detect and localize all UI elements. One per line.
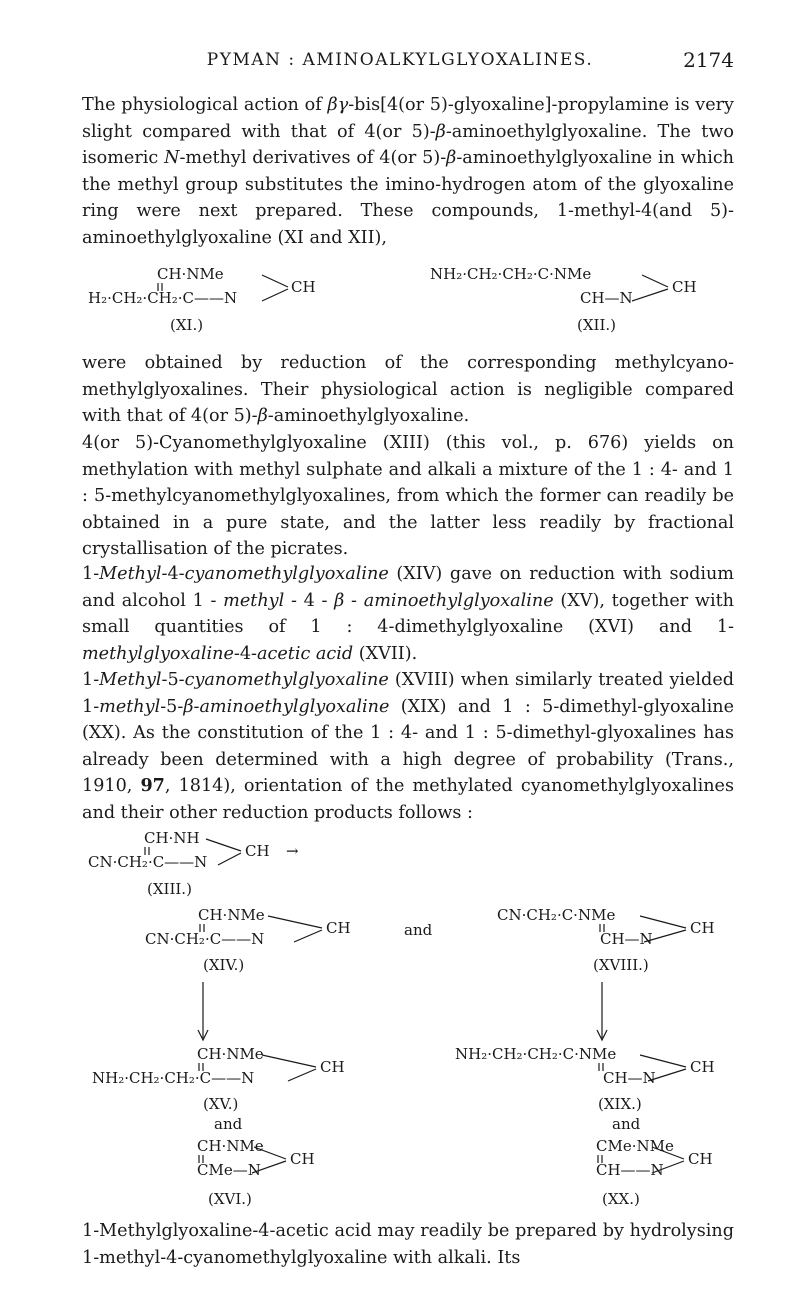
formula-xii-line2: CH—N (580, 289, 633, 307)
formula-xiv-ch: CH (326, 919, 351, 937)
text-run: (XVII). (353, 643, 418, 664)
double-bond-xiv (200, 924, 204, 932)
formula-xii-label: (XII.) (577, 316, 617, 334)
text-run: N (164, 148, 180, 168)
ring-bond-xviii (640, 916, 686, 942)
and-label-left: and (214, 1115, 243, 1133)
text-run: -aminoethylglyoxaline. The two isomeric (82, 121, 735, 168)
text-run: -bis[4(or 5)-glyoxaline]-propylamine is very slight compared with that of 4(or 5)- (82, 95, 735, 142)
ring-bond-xvi (252, 1147, 286, 1173)
formula-xvi-line2: CMe—N (197, 1161, 261, 1179)
formula-xix-line1: NH₂·CH₂·CH₂·C·NMe (455, 1045, 617, 1063)
formula-xx-line2: CH——N (596, 1161, 664, 1179)
paragraph-6 (82, 1218, 734, 1271)
text-run: Methyl (99, 564, 162, 584)
text-run: , 1814), orientation of the methylated cyanomethylglyoxalines and their other reduction products follows : (82, 776, 734, 823)
double-bond-xiii (145, 847, 149, 855)
text-run: 1- (82, 564, 100, 584)
formula-xv-ch: CH (320, 1058, 345, 1076)
formula-xv-line2: NH₂·CH₂·CH₂·C——N (92, 1069, 255, 1087)
formula-xiv-line2: CN·CH₂·C——N (145, 930, 265, 948)
text-run: (XIX) and 1 : 5-dimethyl-glyoxaline (XX). As the constitution of the 1 : 4- and 1 : 5-dimethyl-glyoxalines has already been determined with a high degree of probability (Trans., 1910, (82, 696, 734, 796)
formula-xviii-line2: CH—N (600, 930, 653, 948)
text-run: -5- (161, 670, 185, 690)
text-run: cyanomethylglyoxaline (184, 670, 389, 690)
text-run: - (344, 590, 364, 611)
formula-xviii-ch: CH (690, 919, 715, 937)
text-run: -4- (233, 643, 257, 664)
formula-xii-line1: NH₂·CH₂·CH₂·C·NMe (430, 265, 592, 283)
page-number: 2174 (683, 48, 734, 72)
formula-xviii-label: (XVIII.) (593, 956, 649, 974)
formula-xi-line1: CH·NMe (157, 265, 224, 283)
text-run: β (183, 696, 194, 717)
ring-bond-xiv (268, 916, 322, 942)
formula-xiv-line1: CH·NMe (198, 906, 265, 924)
text-run: (XV), together with small quantities of 1 : 4-dimethylglyoxaline (XVI) and 1- (82, 590, 734, 637)
text-run: (XVIII) when similarly treated yielded 1- (82, 670, 734, 717)
formula-xx-ch: CH (688, 1150, 713, 1168)
formula-xvi-line1: CH·NMe (197, 1137, 264, 1155)
formula-xi-ch: CH (291, 278, 316, 296)
text-run: 4(or 5)-Cyanomethylglyoxaline (XIII) (this vol., p. 676) yields on methylation with methyl sulphate and alkali a mixture of the 1 : 4- and 1 : 5-methylcyanomethylglyoxalines, from which the former can readily be obtained in a pure state, and the latter less readily by fractional crystallisation of the picrates. (82, 433, 734, 559)
ring-bond-xiii (206, 839, 241, 865)
text-run: Methyl (99, 670, 162, 690)
ring-bond-xii (632, 275, 668, 301)
text-run: 1-Methylglyoxaline-4-acetic acid may readily be prepared by hydrolysing 1-methyl-4-cyanomethylglyoxaline with alkali. Its (82, 1221, 734, 1268)
text-run: 1- (82, 670, 100, 690)
formula-xvi-ch: CH (290, 1150, 315, 1168)
ring-bond-xix (640, 1055, 686, 1081)
formula-xix-ch: CH (690, 1058, 715, 1076)
text-run: - 4 - (284, 590, 335, 611)
double-bond-xix (599, 1063, 603, 1071)
running-title: PYMAN : AMINOALKYLGLYOXALINES. (206, 50, 594, 70)
text-run: were obtained by reduction of the corresponding methylcyano-methylglyoxalines. Their physiological action is negligible compared with that of 4(or 5)- (82, 353, 734, 426)
formula-xvi-label: (XVI.) (208, 1190, 252, 1208)
text-run: methyl (99, 696, 161, 717)
double-bond-xx (598, 1155, 602, 1163)
ring-bond-xx (652, 1147, 684, 1173)
formula-xiii-line2: CN·CH₂·C——N (88, 853, 208, 871)
formula-xviii-line1: CN·CH₂·C·NMe (497, 906, 616, 924)
text-run: (XIV) gave on reduction with sodium and alcohol 1 - (82, 564, 734, 611)
text-run: β (257, 406, 268, 426)
formula-xiv-label: (XIV.) (203, 956, 245, 974)
text-run: β (435, 121, 446, 142)
text-run: methylglyoxaline (82, 643, 234, 664)
formula-xiii-line1: CH·NH (144, 829, 200, 847)
text-run: The physiological action of (82, 95, 328, 115)
reaction-arrow-right: → (286, 842, 299, 860)
formula-xix-line2: CH—N (603, 1069, 656, 1087)
text-run: -5- (160, 696, 184, 717)
formula-xi-line2: H₂·CH₂·CH₂·C——N (88, 289, 238, 307)
text-run: β (334, 590, 345, 611)
text-run: methyl (223, 590, 285, 611)
formula-xx-label: (XX.) (602, 1190, 640, 1208)
formula-xv-label: (XV.) (203, 1095, 239, 1113)
formula-xv-line1: CH·NMe (197, 1045, 264, 1063)
text-run: -4- (161, 564, 185, 584)
text-run: -aminoethylglyoxaline in which the methyl group substitutes the imino-hydrogen atom of the glyoxaline ring were next prepared. These compounds, 1-methyl-4(and 5)-aminoethylglyoxaline (XI and XII), (82, 148, 735, 248)
text-run: -methyl derivatives of 4(or 5)- (179, 148, 447, 168)
double-bond-xv (199, 1063, 203, 1071)
formula-xi-label: (XI.) (170, 316, 204, 334)
text-run: - (193, 696, 200, 717)
text-run: -aminoethylglyoxaline. (267, 406, 470, 426)
formula-xiii-label: (XIII.) (147, 880, 192, 898)
text-run: β (446, 148, 457, 168)
double-bond-xi (158, 283, 162, 291)
text-run: acetic acid (257, 643, 354, 664)
text-run: βγ (327, 95, 349, 115)
text-run: aminoethylglyoxaline (199, 696, 390, 717)
formula-xiii-ch: CH (245, 842, 270, 860)
formula-xii-ch: CH (672, 278, 697, 296)
formula-xix-label: (XIX.) (598, 1095, 642, 1113)
double-bond-xvi (199, 1155, 203, 1163)
ring-bond-xi (262, 275, 288, 301)
double-bond-xviii (600, 924, 604, 932)
text-run: aminoethylglyoxaline (363, 590, 554, 611)
ring-bond-xv (262, 1055, 316, 1081)
text-run: cyanomethylglyoxaline (184, 564, 389, 584)
and-label-right: and (612, 1115, 641, 1133)
formula-xx-line1: CMe·NMe (596, 1137, 674, 1155)
conjunction-and: and (404, 921, 433, 939)
text-run: 97 (140, 775, 165, 796)
